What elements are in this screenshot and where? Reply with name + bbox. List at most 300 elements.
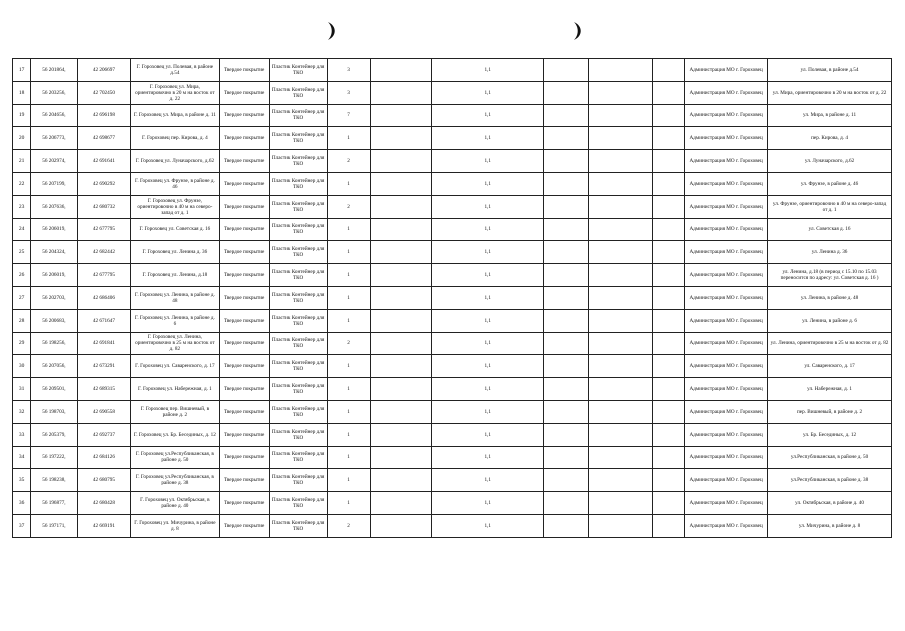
coord-lat: 42 696198 (77, 104, 130, 127)
address-cell: Г. Гороховец ул.Республиканская, в районе д. 38 (131, 469, 220, 492)
empty-cell (544, 172, 588, 195)
table-row (13, 241, 892, 264)
owner-cell: Администрация МО г. Гороховец (685, 423, 768, 446)
empty-cell (544, 355, 588, 378)
owner-cell: Администрация МО г. Гороховец (685, 446, 768, 469)
container-volume: 1,1 (431, 218, 543, 241)
empty-cell (588, 172, 653, 195)
container-volume: 1,1 (431, 332, 543, 355)
empty-cell (544, 423, 588, 446)
row-number: 18 (13, 81, 31, 104)
coord-code: 56 204324, (31, 241, 78, 264)
table-row (13, 378, 892, 401)
table-row (13, 195, 892, 218)
empty-cell (588, 218, 653, 241)
row-number: 33 (13, 423, 31, 446)
empty-cell (653, 378, 685, 401)
empty-cell (370, 378, 431, 401)
empty-cell (588, 150, 653, 173)
source-address-cell: ул. Набережная, д. 1 (768, 378, 892, 401)
table-row (13, 332, 892, 355)
empty-cell (544, 264, 588, 287)
empty-cell (370, 59, 431, 82)
owner-cell: Администрация МО г. Гороховец (685, 150, 768, 173)
container-count: 1 (327, 469, 370, 492)
row-number: 35 (13, 469, 31, 492)
empty-cell (653, 286, 685, 309)
owner-cell: Администрация МО г. Гороховец (685, 218, 768, 241)
empty-cell (544, 104, 588, 127)
owner-cell: Администрация МО г. Гороховец (685, 286, 768, 309)
container-volume: 1,1 (431, 195, 543, 218)
surface-cell: Твердое покрытие (219, 81, 269, 104)
empty-cell (370, 332, 431, 355)
address-cell: Г. Гороховец ул. Мира, в районе д. 11 (131, 104, 220, 127)
source-address-cell: ул. Фрунзе, в районе д. 46 (768, 172, 892, 195)
coord-code: 56 198703, (31, 400, 78, 423)
row-number: 19 (13, 104, 31, 127)
address-cell: Г. Гороховец ул. Бр. Бесединых, д. 12 (131, 423, 220, 446)
empty-cell (653, 469, 685, 492)
address-cell: Г. Гороховец ул. Набережная, д. 1 (131, 378, 220, 401)
empty-cell (588, 241, 653, 264)
row-number: 21 (13, 150, 31, 173)
empty-cell (544, 286, 588, 309)
source-address-cell: ул. Ленина, д.18 (в период с 15.10 по 15.03 переносится по адресу: ул. Советская д. 16 ) (768, 264, 892, 287)
coord-lat: 42 680428 (77, 492, 130, 515)
owner-cell: Администрация МО г. Гороховец (685, 81, 768, 104)
table-row (13, 59, 892, 82)
container-type-cell: Пластик Контейнер для ТКО (269, 150, 327, 173)
owner-cell: Администрация МО г. Гороховец (685, 127, 768, 150)
container-volume: 1,1 (431, 446, 543, 469)
surface-cell: Твердое покрытие (219, 172, 269, 195)
coord-lat: 42 702450 (77, 81, 130, 104)
empty-cell (588, 81, 653, 104)
owner-cell: Администрация МО г. Гороховец (685, 104, 768, 127)
row-number: 24 (13, 218, 31, 241)
row-number: 23 (13, 195, 31, 218)
owner-cell: Администрация МО г. Гороховец (685, 172, 768, 195)
row-number: 31 (13, 378, 31, 401)
container-count: 1 (327, 378, 370, 401)
empty-cell (544, 241, 588, 264)
container-type-cell: Пластик Контейнер для ТКО (269, 332, 327, 355)
address-cell: Г. Гороховец ул. Фрунзе, в районе д. 46 (131, 172, 220, 195)
container-volume: 1,1 (431, 59, 543, 82)
empty-cell (370, 172, 431, 195)
coord-code: 56 204656, (31, 104, 78, 127)
source-address-cell: ул. Ленина, в районе д. 48 (768, 286, 892, 309)
coord-code: 56 206019, (31, 218, 78, 241)
container-type-cell: Пластик Контейнер для ТКО (269, 127, 327, 150)
punch-hole-left-mark (324, 20, 340, 42)
surface-cell: Твердое покрытие (219, 195, 269, 218)
empty-cell (653, 492, 685, 515)
container-volume: 1,1 (431, 355, 543, 378)
container-volume: 1,1 (431, 81, 543, 104)
coord-lat: 42 690558 (77, 400, 130, 423)
surface-cell: Твердое покрытие (219, 514, 269, 537)
container-count: 1 (327, 309, 370, 332)
coord-lat: 42 686406 (77, 286, 130, 309)
row-number: 20 (13, 127, 31, 150)
source-address-cell: ул. Мичурина, в районе д. 8 (768, 514, 892, 537)
empty-cell (588, 400, 653, 423)
row-number: 22 (13, 172, 31, 195)
surface-cell: Твердое покрытие (219, 218, 269, 241)
coord-lat: 42 682442 (77, 241, 130, 264)
source-address-cell: ул. Саваренского, д. 17 (768, 355, 892, 378)
empty-cell (588, 514, 653, 537)
owner-cell: Администрация МО г. Гороховец (685, 514, 768, 537)
empty-cell (653, 400, 685, 423)
coord-lat: 42 669191 (77, 514, 130, 537)
owner-cell: Администрация МО г. Гороховец (685, 241, 768, 264)
empty-cell (588, 264, 653, 287)
container-type-cell: Пластик Контейнер для ТКО (269, 59, 327, 82)
punch-hole-right-mark (570, 20, 586, 42)
container-type-cell: Пластик Контейнер для ТКО (269, 309, 327, 332)
container-count: 1 (327, 446, 370, 469)
source-address-cell: ул. Ленина д. 36 (768, 241, 892, 264)
table-row (13, 309, 892, 332)
container-volume: 1,1 (431, 400, 543, 423)
empty-cell (588, 286, 653, 309)
coord-code: 56 202703, (31, 286, 78, 309)
container-count: 3 (327, 59, 370, 82)
container-type-cell: Пластик Контейнер для ТКО (269, 286, 327, 309)
empty-cell (544, 309, 588, 332)
empty-cell (588, 446, 653, 469)
empty-cell (588, 127, 653, 150)
empty-cell (544, 492, 588, 515)
coord-lat: 42 689315 (77, 378, 130, 401)
surface-cell: Твердое покрытие (219, 446, 269, 469)
row-number: 37 (13, 514, 31, 537)
empty-cell (653, 241, 685, 264)
empty-cell (588, 355, 653, 378)
coord-code: 56 207199, (31, 172, 78, 195)
coord-code: 56 198238, (31, 469, 78, 492)
source-address-cell: ул. Мира, в районе д. 11 (768, 104, 892, 127)
coord-lat: 42 677795 (77, 218, 130, 241)
surface-cell: Твердое покрытие (219, 286, 269, 309)
coord-code: 56 203256, (31, 81, 78, 104)
coord-code: 56 200683, (31, 309, 78, 332)
table-row (13, 355, 892, 378)
row-number: 29 (13, 332, 31, 355)
container-type-cell: Пластик Контейнер для ТКО (269, 264, 327, 287)
row-number: 28 (13, 309, 31, 332)
empty-cell (544, 218, 588, 241)
surface-cell: Твердое покрытие (219, 492, 269, 515)
row-number: 17 (13, 59, 31, 82)
coord-code: 56 198256, (31, 332, 78, 355)
table-body (13, 59, 892, 538)
row-number: 27 (13, 286, 31, 309)
coord-lat: 42 671647 (77, 309, 130, 332)
source-address-cell: ул.Республиканская, в районе д. 38 (768, 469, 892, 492)
table-row (13, 492, 892, 515)
empty-cell (370, 355, 431, 378)
owner-cell: Администрация МО г. Гороховец (685, 195, 768, 218)
row-number: 32 (13, 400, 31, 423)
container-volume: 1,1 (431, 378, 543, 401)
container-count: 1 (327, 492, 370, 515)
coord-lat: 42 691641 (77, 150, 130, 173)
row-number: 36 (13, 492, 31, 515)
container-type-cell: Пластик Контейнер для ТКО (269, 195, 327, 218)
address-cell: Г. Гороховец пер. Кирова, д. 4 (131, 127, 220, 150)
empty-cell (544, 150, 588, 173)
empty-cell (588, 469, 653, 492)
empty-cell (653, 514, 685, 537)
empty-cell (588, 309, 653, 332)
empty-cell (653, 195, 685, 218)
empty-cell (544, 195, 588, 218)
empty-cell (544, 400, 588, 423)
surface-cell: Твердое покрытие (219, 150, 269, 173)
container-type-cell: Пластик Контейнер для ТКО (269, 446, 327, 469)
container-type-cell: Пластик Контейнер для ТКО (269, 469, 327, 492)
container-volume: 1,1 (431, 150, 543, 173)
empty-cell (370, 286, 431, 309)
container-type-cell: Пластик Контейнер для ТКО (269, 172, 327, 195)
address-cell: Г. Гороховец ул. Мичурина, в районе д. 8 (131, 514, 220, 537)
surface-cell: Твердое покрытие (219, 423, 269, 446)
container-volume: 1,1 (431, 264, 543, 287)
container-count: 1 (327, 241, 370, 264)
empty-cell (653, 150, 685, 173)
waste-sites-table (12, 58, 892, 538)
empty-cell (544, 514, 588, 537)
empty-cell (544, 446, 588, 469)
empty-cell (653, 446, 685, 469)
empty-cell (370, 446, 431, 469)
row-number: 30 (13, 355, 31, 378)
empty-cell (653, 104, 685, 127)
coord-code: 56 205379, (31, 423, 78, 446)
coord-lat: 42 684126 (77, 446, 130, 469)
empty-cell (588, 104, 653, 127)
surface-cell: Твердое покрытие (219, 104, 269, 127)
owner-cell: Администрация МО г. Гороховец (685, 309, 768, 332)
coord-lat: 42 698677 (77, 127, 130, 150)
container-count: 3 (327, 81, 370, 104)
empty-cell (544, 59, 588, 82)
empty-cell (544, 81, 588, 104)
container-type-cell: Пластик Контейнер для ТКО (269, 104, 327, 127)
container-volume: 1,1 (431, 241, 543, 264)
coord-lat: 42 677795 (77, 264, 130, 287)
container-count: 1 (327, 423, 370, 446)
address-cell: Г. Гороховец ул. Ленина, д.18 (131, 264, 220, 287)
empty-cell (588, 492, 653, 515)
container-volume: 1,1 (431, 172, 543, 195)
address-cell: Г. Гороховец ул. Саваренского, д. 17 (131, 355, 220, 378)
coord-code: 56 207636, (31, 195, 78, 218)
empty-cell (653, 264, 685, 287)
address-cell: Г. Гороховец ул. Фрунзе, ориентировочно в 40 м на северо-запад от д. 1 (131, 195, 220, 218)
table-row (13, 172, 892, 195)
empty-cell (370, 400, 431, 423)
container-type-cell: Пластик Контейнер для ТКО (269, 423, 327, 446)
source-address-cell: ул. Ленина, ориентировочно в 25 м на восток от д. 82 (768, 332, 892, 355)
empty-cell (544, 127, 588, 150)
container-count: 1 (327, 286, 370, 309)
empty-cell (370, 469, 431, 492)
table-row (13, 400, 892, 423)
container-type-cell: Пластик Контейнер для ТКО (269, 378, 327, 401)
empty-cell (370, 81, 431, 104)
source-address-cell: ул.Республиканская, в районе д. 50 (768, 446, 892, 469)
table-row (13, 81, 892, 104)
source-address-cell: ул. Ленина, в районе д. 6 (768, 309, 892, 332)
surface-cell: Твердое покрытие (219, 127, 269, 150)
coord-code: 56 201864, (31, 59, 78, 82)
empty-cell (544, 332, 588, 355)
source-address-cell: ул. Мира, ориентировочно в 20 м на восток от д. 22 (768, 81, 892, 104)
owner-cell: Администрация МО г. Гороховец (685, 492, 768, 515)
container-count: 1 (327, 172, 370, 195)
coord-lat: 42 680732 (77, 195, 130, 218)
row-number: 25 (13, 241, 31, 264)
container-volume: 1,1 (431, 104, 543, 127)
address-cell: Г. Гороховец ул. Ленина, в районе д. 48 (131, 286, 220, 309)
container-count: 2 (327, 332, 370, 355)
empty-cell (370, 104, 431, 127)
address-cell: Г. Гороховец ул. Октябрьская, в районе д. 40 (131, 492, 220, 515)
surface-cell: Твердое покрытие (219, 378, 269, 401)
coord-lat: 42 692737 (77, 423, 130, 446)
container-type-cell: Пластик Контейнер для ТКО (269, 492, 327, 515)
owner-cell: Администрация МО г. Гороховец (685, 469, 768, 492)
table-row (13, 127, 892, 150)
source-address-cell: ул. Полевая, в районе д.54 (768, 59, 892, 82)
source-address-cell: ул. Советская д. 16 (768, 218, 892, 241)
source-address-cell: пер. Кирова, д. 4 (768, 127, 892, 150)
empty-cell (653, 172, 685, 195)
surface-cell: Твердое покрытие (219, 469, 269, 492)
empty-cell (588, 332, 653, 355)
table-row (13, 514, 892, 537)
address-cell: Г. Гороховец ул. Полевая, в районе д.54 (131, 59, 220, 82)
coord-code: 56 206019, (31, 264, 78, 287)
empty-cell (653, 81, 685, 104)
table-row (13, 150, 892, 173)
surface-cell: Твердое покрытие (219, 332, 269, 355)
table-row (13, 446, 892, 469)
empty-cell (370, 241, 431, 264)
coord-lat: 42 673291 (77, 355, 130, 378)
owner-cell: Администрация МО г. Гороховец (685, 355, 768, 378)
address-cell: Г. Гороховец ул. Ленина, в районе д. 6 (131, 309, 220, 332)
empty-cell (370, 423, 431, 446)
source-address-cell: ул. Октябрьская, в районе д. 40 (768, 492, 892, 515)
empty-cell (370, 127, 431, 150)
empty-cell (653, 218, 685, 241)
empty-cell (653, 355, 685, 378)
container-count: 1 (327, 400, 370, 423)
container-count: 2 (327, 514, 370, 537)
container-volume: 1,1 (431, 286, 543, 309)
empty-cell (653, 59, 685, 82)
empty-cell (544, 469, 588, 492)
coord-code: 56 197171, (31, 514, 78, 537)
empty-cell (653, 423, 685, 446)
container-count: 1 (327, 355, 370, 378)
source-address-cell: ул. Луначарского, д.62 (768, 150, 892, 173)
coord-code: 56 196877, (31, 492, 78, 515)
empty-cell (370, 514, 431, 537)
address-cell: Г. Гороховец ул. Советская д. 16 (131, 218, 220, 241)
row-number: 26 (13, 264, 31, 287)
container-volume: 1,1 (431, 469, 543, 492)
owner-cell: Администрация МО г. Гороховец (685, 264, 768, 287)
empty-cell (370, 150, 431, 173)
coord-code: 56 207056, (31, 355, 78, 378)
container-type-cell: Пластик Контейнер для ТКО (269, 241, 327, 264)
coord-lat: 42 680795 (77, 469, 130, 492)
container-type-cell: Пластик Контейнер для ТКО (269, 81, 327, 104)
table-row (13, 218, 892, 241)
container-type-cell: Пластик Контейнер для ТКО (269, 218, 327, 241)
empty-cell (370, 309, 431, 332)
empty-cell (653, 127, 685, 150)
empty-cell (370, 492, 431, 515)
empty-cell (588, 423, 653, 446)
source-address-cell: ул. Фрунзе, ориентировочно в 40 м на северо-запад от д. 1 (768, 195, 892, 218)
surface-cell: Твердое покрытие (219, 355, 269, 378)
surface-cell: Твердое покрытие (219, 400, 269, 423)
source-address-cell: ул. Бр. Бесединых, д. 12 (768, 423, 892, 446)
source-address-cell: пер. Вишневый, в районе д. 2 (768, 400, 892, 423)
container-volume: 1,1 (431, 127, 543, 150)
address-cell: Г. Гороховец ул. Ленина д. 36 (131, 241, 220, 264)
empty-cell (588, 59, 653, 82)
owner-cell: Администрация МО г. Гороховец (685, 400, 768, 423)
container-count: 2 (327, 195, 370, 218)
surface-cell: Твердое покрытие (219, 59, 269, 82)
container-volume: 1,1 (431, 492, 543, 515)
table-row (13, 469, 892, 492)
table-row (13, 104, 892, 127)
container-count: 2 (327, 150, 370, 173)
container-volume: 1,1 (431, 423, 543, 446)
container-volume: 1,1 (431, 309, 543, 332)
coord-code: 56 197222, (31, 446, 78, 469)
container-count: 1 (327, 127, 370, 150)
empty-cell (370, 264, 431, 287)
owner-cell: Администрация МО г. Гороховец (685, 59, 768, 82)
container-type-cell: Пластик Контейнер для ТКО (269, 400, 327, 423)
coord-lat: 42 690292 (77, 172, 130, 195)
container-type-cell: Пластик Контейнер для ТКО (269, 514, 327, 537)
empty-cell (653, 332, 685, 355)
table-row (13, 264, 892, 287)
surface-cell: Твердое покрытие (219, 264, 269, 287)
table-row (13, 423, 892, 446)
empty-cell (588, 378, 653, 401)
container-count: 1 (327, 264, 370, 287)
owner-cell: Администрация МО г. Гороховец (685, 332, 768, 355)
empty-cell (544, 378, 588, 401)
surface-cell: Твердое покрытие (219, 241, 269, 264)
address-cell: Г. Гороховец ул. Луначарского, д.62 (131, 150, 220, 173)
coord-code: 56 206773, (31, 127, 78, 150)
container-count: 7 (327, 104, 370, 127)
